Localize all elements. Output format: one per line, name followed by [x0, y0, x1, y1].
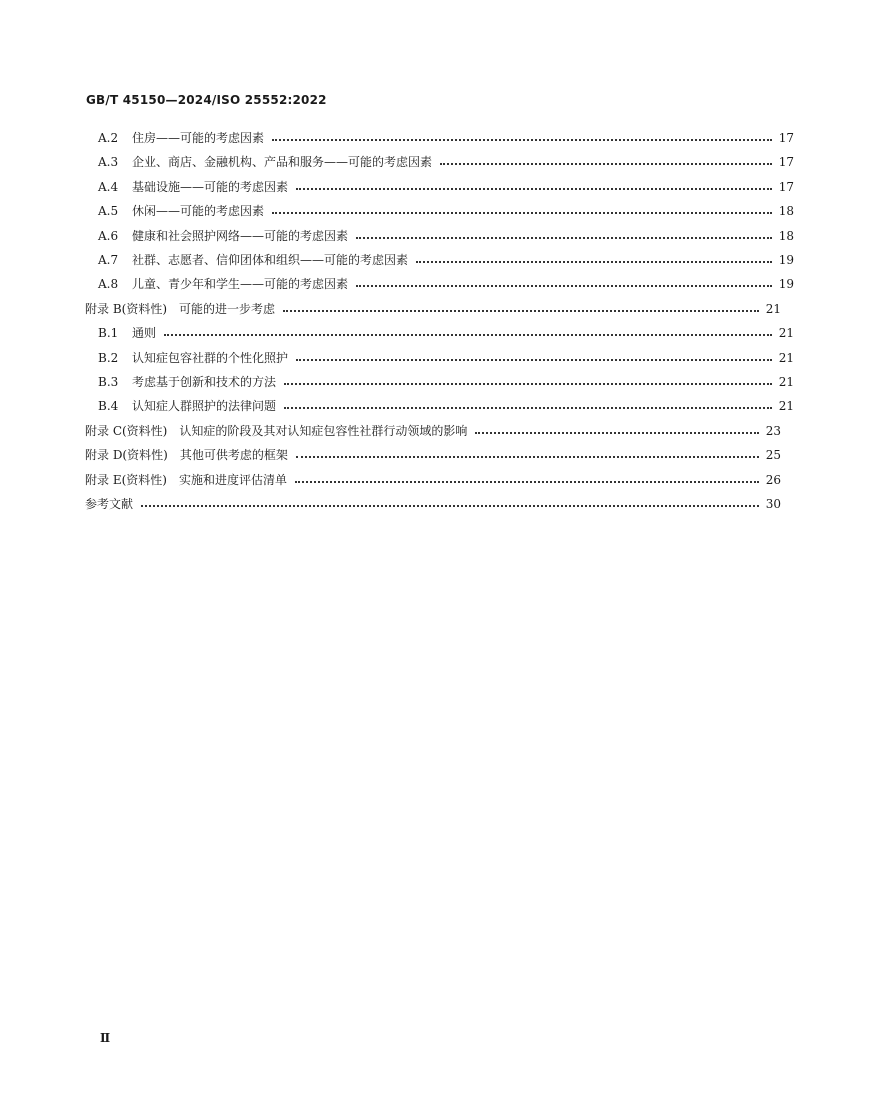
toc-dot-leader — [272, 212, 772, 214]
toc-entry-title: 儿童、青少年和学生——可能的考虑因素 — [132, 277, 349, 292]
toc-dot-leader — [296, 359, 772, 361]
toc-dot-leader — [416, 261, 772, 263]
toc-entry-title: 认知症包容社群的个性化照护 — [132, 350, 289, 365]
toc-entry-title: 认知症人群照护的法律问题 — [132, 399, 277, 414]
toc-entry[interactable] — [0, 348, 890, 368]
toc-entry-page: 21 — [778, 375, 794, 389]
toc-entry[interactable] — [0, 445, 877, 465]
toc-dot-leader — [164, 334, 772, 336]
toc-entry-number: A.3 — [98, 155, 119, 170]
toc-entry[interactable] — [0, 396, 890, 416]
toc-dot-leader — [284, 383, 772, 385]
toc-entry-number: 附录 D(资料性) — [85, 448, 168, 463]
toc-entry-page: 25 — [765, 448, 781, 463]
toc-entry-title: 通则 — [132, 326, 157, 341]
toc-entry-number: B.4 — [98, 399, 119, 414]
toc-dot-leader — [356, 285, 772, 287]
toc-entry-page: 21 — [778, 350, 794, 365]
toc-entry-title: 参考文献 — [85, 497, 134, 511]
toc-entry-number: 附录 C(资料性) — [85, 423, 168, 438]
toc-entry[interactable] — [0, 274, 890, 294]
toc-entry-page: 18 — [778, 204, 794, 219]
toc-entry-page: 17 — [778, 131, 794, 145]
toc-dot-leader — [272, 139, 772, 141]
toc-entry-title: 实施和进度评估清单 — [178, 472, 287, 487]
toc-entry[interactable] — [0, 226, 890, 246]
toc-dot-leader — [295, 481, 759, 483]
toc-entry-number: B.2 — [98, 350, 119, 365]
toc-entry-number: B.1 — [98, 326, 119, 341]
toc-dot-leader — [284, 407, 772, 409]
toc-dot-leader — [356, 237, 772, 239]
toc-entry-page: 30 — [765, 497, 781, 511]
toc-entry[interactable] — [0, 299, 877, 319]
toc-entry-title: 健康和社会照护网络——可能的考虑因素 — [132, 228, 349, 243]
toc-entry[interactable] — [0, 177, 890, 197]
toc-dot-leader — [283, 310, 759, 312]
page-number: Ⅱ — [100, 1031, 111, 1045]
toc-dot-leader — [296, 456, 759, 458]
toc-entry[interactable] — [0, 201, 890, 221]
toc-entry-number: A.2 — [98, 131, 119, 145]
toc-dot-leader — [475, 432, 759, 434]
toc-entry-title: 基础设施——可能的考虑因素 — [132, 179, 289, 194]
toc-entry-title: 可能的进一步考虑 — [179, 301, 276, 316]
toc-entry-number: A.4 — [98, 179, 119, 194]
toc-entry-number: B.3 — [98, 375, 119, 389]
toc-entry-page: 17 — [778, 155, 794, 170]
toc-entry-number: A.7 — [98, 253, 119, 267]
toc-entry-title: 休闲——可能的考虑因素 — [132, 204, 265, 219]
toc-entry-title: 考虑基于创新和技术的方法 — [132, 375, 277, 389]
toc-entry[interactable] — [0, 323, 890, 343]
standard-code-header: GB/T 45150—2024/ISO 25552:2022 — [86, 93, 327, 107]
toc-entry-page: 23 — [765, 423, 781, 438]
toc-entry-title: 认知症的阶段及其对认知症包容性社群行动领域的影响 — [179, 423, 468, 438]
toc-entry[interactable] — [0, 421, 877, 441]
toc-entry[interactable] — [0, 152, 890, 172]
toc-entry-title: 住房——可能的考虑因素 — [132, 131, 265, 145]
toc-entry-title: 企业、商店、金融机构、产品和服务——可能的考虑因素 — [132, 155, 433, 170]
toc-entry[interactable] — [0, 128, 890, 148]
toc-entry-number: 附录 E(资料性) — [85, 472, 167, 487]
toc-dot-leader — [440, 163, 772, 165]
toc-entry-page: 21 — [765, 301, 781, 316]
toc-entry-page: 26 — [765, 472, 781, 487]
toc-entry-number: A.6 — [98, 228, 119, 243]
toc-dot-leader — [141, 505, 759, 507]
toc-dot-leader — [296, 188, 772, 190]
toc-entry-page: 21 — [778, 399, 794, 414]
toc-entry[interactable] — [0, 372, 890, 392]
toc-entry-page: 17 — [778, 179, 794, 194]
toc-entry-number: A.5 — [98, 204, 119, 219]
toc-entry-number: 附录 B(资料性) — [85, 301, 167, 316]
toc-entry[interactable] — [0, 470, 877, 490]
toc-entry[interactable] — [0, 494, 877, 514]
toc-entry-title: 社群、志愿者、信仰团体和组织——可能的考虑因素 — [132, 253, 409, 267]
toc-entry[interactable] — [0, 250, 890, 270]
toc-entry-number: A.8 — [98, 277, 119, 292]
toc-entry-page: 19 — [778, 253, 794, 267]
toc-entry-page: 19 — [778, 277, 794, 292]
toc-entry-title: 其他可供考虑的框架 — [179, 448, 288, 463]
toc-entry-page: 18 — [778, 228, 794, 243]
toc-entry-page: 21 — [778, 326, 794, 341]
